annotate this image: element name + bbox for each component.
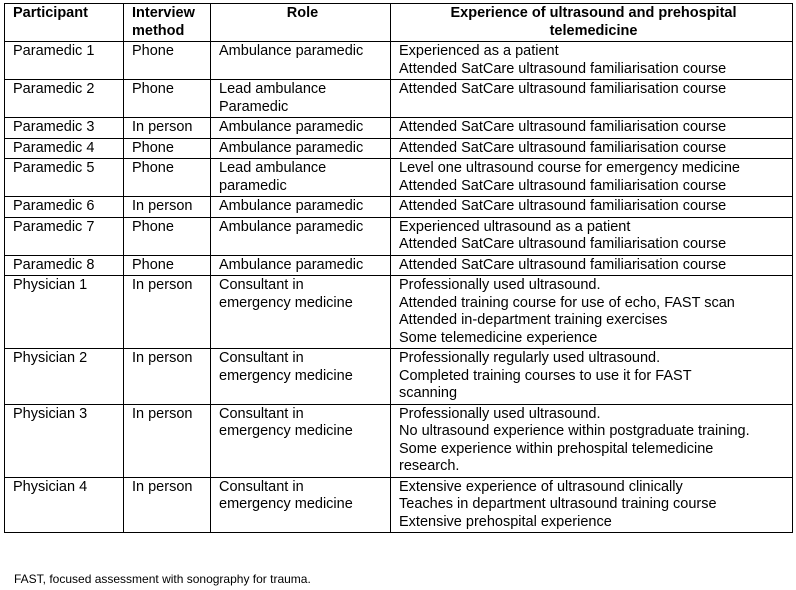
cell-interview-method: Phone [124,255,211,276]
experience-line: Professionally used ultrasound. [399,405,601,422]
cell-interview-method: Phone [124,217,211,255]
cell-interview-method: Phone [124,138,211,159]
role-line: Consultant in [219,405,304,422]
table-row [5,255,793,276]
experience-line: scanning [399,385,458,401]
cell-interview-method: In person [124,118,211,139]
role-line: Lead ambulance [219,160,327,176]
experience-line: research. [399,458,460,474]
cell-interview-method: In person [124,404,211,477]
role-line: Ambulance paramedic [219,43,364,59]
table-body [5,42,793,533]
cell-role [211,80,391,118]
table-row [5,217,793,255]
cell-experience [391,80,793,118]
table-row [5,276,793,349]
experience-line: Attended SatCare ultrasound familiarisation course [399,81,727,97]
header-participant: Participant [5,4,124,42]
cell-participant: Physician 1 [5,276,124,349]
cell-experience [391,159,793,197]
cell-experience [391,197,793,218]
cell-participant: Physician 4 [5,477,124,533]
cell-participant: Paramedic 4 [5,138,124,159]
experience-line: Attended SatCare ultrasound familiarisation course [399,256,727,273]
cell-role [211,477,391,533]
cell-participant: Paramedic 7 [5,217,124,255]
header-experience-line: telemedicine [549,22,638,39]
role-line: emergency medicine [219,367,353,384]
cell-participant: Paramedic 3 [5,118,124,139]
cell-role [211,118,391,139]
table-row [5,404,793,477]
experience-line: Professionally used ultrasound. [399,277,601,293]
role-line: Consultant in [219,478,304,495]
experience-line: No ultrasound experience within postgraduate training. [399,423,750,439]
role-line: Ambulance paramedic [219,139,364,156]
header-interview-method-line: Interview [132,5,195,21]
experience-line: Extensive experience of ultrasound clinically [399,478,683,495]
cell-participant: Paramedic 1 [5,42,124,80]
experience-line: Some telemedicine experience [399,329,598,346]
header-interview-method [124,4,211,42]
header-role: Role [211,4,391,42]
cell-interview-method: In person [124,197,211,218]
cell-experience [391,42,793,80]
table-row [5,138,793,159]
role-line: Lead ambulance [219,81,327,97]
table-footnote: FAST, focused assessment with sonography for trauma. [14,572,311,586]
cell-role [211,159,391,197]
cell-interview-method: Phone [124,159,211,197]
cell-participant: Paramedic 5 [5,159,124,197]
cell-role [211,197,391,218]
header-experience [391,4,793,42]
cell-participant: Paramedic 8 [5,255,124,276]
cell-experience [391,118,793,139]
cell-role [211,138,391,159]
cell-participant: Physician 2 [5,349,124,405]
cell-experience [391,255,793,276]
experience-line: Experienced ultrasound as a patient [399,218,631,235]
cell-participant: Physician 3 [5,404,124,477]
cell-participant: Paramedic 6 [5,197,124,218]
experience-line: Attended SatCare ultrasound familiarisation course [399,119,727,135]
cell-experience [391,404,793,477]
cell-participant: Paramedic 2 [5,80,124,118]
role-line: emergency medicine [219,496,353,512]
cell-interview-method: In person [124,349,211,405]
table-row [5,477,793,533]
table-row [5,159,793,197]
header-experience-line: Experience of ultrasound and prehospital [450,5,737,21]
role-line: Ambulance paramedic [219,198,364,214]
table-row [5,80,793,118]
experience-line: Extensive prehospital experience [399,513,612,530]
cell-experience [391,217,793,255]
experience-line: Attended SatCare ultrasound familiarisation course [399,139,727,156]
role-line: Ambulance paramedic [219,218,364,235]
experience-line: Completed training courses to use it for FAST [399,367,692,384]
experience-line: Attended training course for use of echo, FAST scan [399,294,735,311]
cell-role [211,42,391,80]
role-line: Consultant in [219,277,304,293]
cell-interview-method: Phone [124,42,211,80]
cell-role [211,255,391,276]
table-row [5,42,793,80]
experience-line: Experienced as a patient [399,43,559,59]
role-line: Ambulance paramedic [219,256,364,273]
role-line: emergency medicine [219,294,353,311]
cell-role [211,276,391,349]
experience-line: Attended SatCare ultrasound familiarisation course [399,236,727,252]
experience-line: Some experience within prehospital telemedicine [399,440,714,457]
role-line: paramedic [219,177,287,194]
table-row [5,197,793,218]
experience-line: Professionally regularly used ultrasound. [399,350,661,366]
cell-interview-method: Phone [124,80,211,118]
table-header-row [5,4,793,42]
participants-table [4,3,793,533]
table-row [5,118,793,139]
cell-experience [391,349,793,405]
role-line: emergency medicine [219,423,353,439]
cell-role [211,404,391,477]
experience-line: Attended SatCare ultrasound familiarisation course [399,177,727,194]
cell-role [211,217,391,255]
cell-role [211,349,391,405]
table-row [5,349,793,405]
experience-line: Attended SatCare ultrasound familiarisation course [399,198,727,214]
cell-interview-method: In person [124,276,211,349]
cell-experience [391,477,793,533]
cell-experience [391,276,793,349]
cell-interview-method: In person [124,477,211,533]
role-line: Consultant in [219,350,304,366]
cell-experience [391,138,793,159]
experience-line: Level one ultrasound course for emergency medicine [399,160,740,176]
role-line: Paramedic [219,98,289,115]
header-interview-method-line: method [132,22,185,39]
experience-line: Attended SatCare ultrasound familiarisation course [399,60,727,77]
experience-line: Teaches in department ultrasound training course [399,496,717,512]
role-line: Ambulance paramedic [219,119,364,135]
experience-line: Attended in-department training exercises [399,312,668,328]
